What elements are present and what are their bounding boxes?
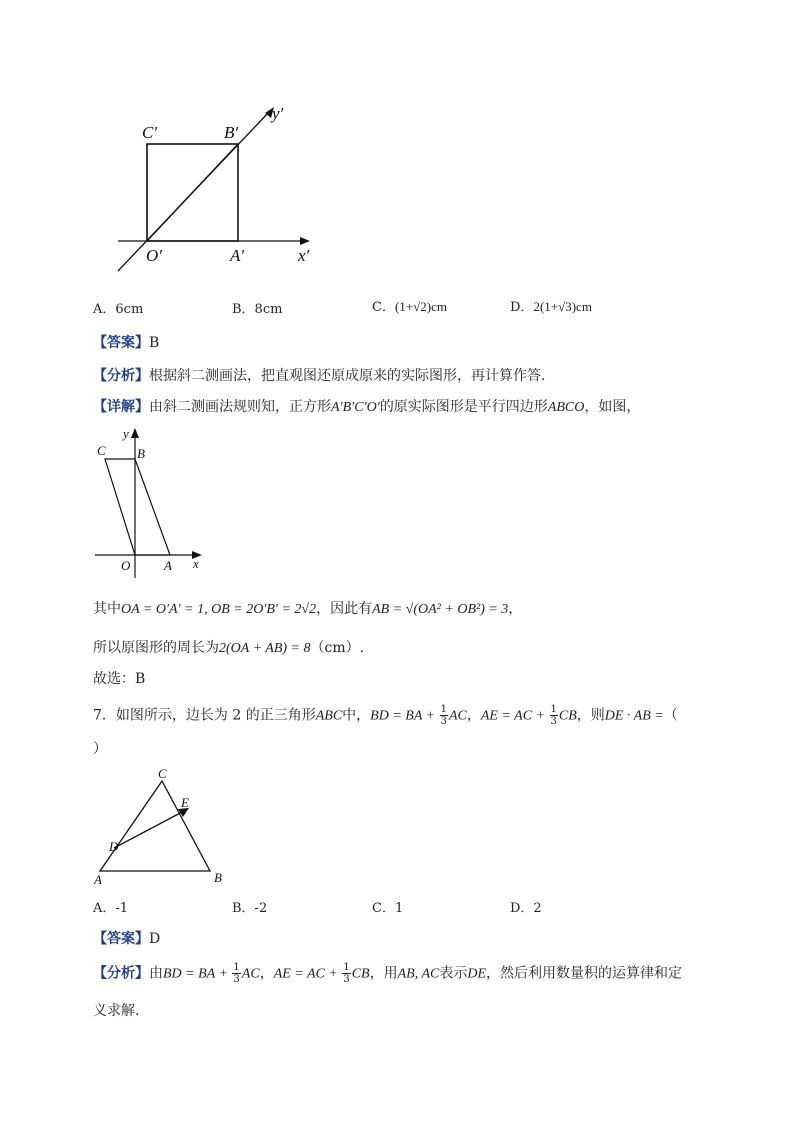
perimeter-math: 2(OA + AB) = 8 xyxy=(219,641,311,656)
label-a: A xyxy=(94,872,102,887)
q7-frac-2 xyxy=(550,704,558,727)
answer-line xyxy=(93,332,159,352)
frac-den: 3 xyxy=(233,974,240,985)
perimeter-text-1: 所以原图形的周长为 xyxy=(93,640,219,656)
q7-option-b: B．-2 xyxy=(232,901,268,916)
q7-analysis-frac-1 xyxy=(232,962,240,985)
label-x-prime: x′ xyxy=(298,246,310,265)
q7-stem-text-2: 中， xyxy=(342,707,371,724)
option-c-prefix: C． xyxy=(372,300,395,315)
q7-comma: ， xyxy=(466,707,481,724)
option-a: A．6cm xyxy=(93,302,144,317)
q7-analysis-bd: BD = BA + xyxy=(163,966,232,982)
detail-text-1: 由斜二测画法规则知，正方形 xyxy=(149,399,331,415)
detail-line xyxy=(93,396,640,416)
q7-vec-cb: CB xyxy=(558,708,577,724)
detail-square-name: A′B′C′O′ xyxy=(331,400,380,415)
where-math-1: OA = O′A′ = 1, OB = 2O′B′ = 2√2 xyxy=(121,602,317,617)
frac-num: 1 xyxy=(550,704,557,715)
label-y-prime: y′ xyxy=(272,104,284,123)
figure-parallelogram xyxy=(90,422,210,582)
q7-triangle-name: ABC xyxy=(315,708,343,724)
q7-analysis-de: DE xyxy=(467,966,487,982)
q7-option-d: D．2 xyxy=(510,901,542,916)
answer-tag: 【答案】 xyxy=(93,335,149,351)
q7-analysis-tag: 【分析】 xyxy=(93,965,149,982)
frac-den: 3 xyxy=(440,716,447,727)
q7-analysis-line-2: 义求解. xyxy=(93,1003,140,1019)
q7-analysis-cb: CB xyxy=(351,966,370,982)
q7-dot-product: DE · AB = xyxy=(604,708,664,724)
choose-line: 故选：B xyxy=(93,671,146,687)
option-d xyxy=(510,296,592,315)
q7-analysis-frac-2 xyxy=(342,962,350,985)
q7-then: ，则 xyxy=(576,707,605,724)
label-c-prime: C′ xyxy=(142,123,158,142)
q7-analysis-text-2: ，用 xyxy=(369,965,398,982)
detail-tag: 【详解】 xyxy=(93,399,149,415)
label-x: x xyxy=(193,556,199,571)
q7-frac-1 xyxy=(440,704,448,727)
q7-vec-ac: AC xyxy=(448,708,467,724)
q7-analysis-ab-ac: AB, AC xyxy=(397,966,440,982)
q7-analysis-text-3: 表示 xyxy=(439,965,468,982)
label-b: B xyxy=(214,870,222,885)
label-e: E xyxy=(181,795,189,810)
figure-triangle xyxy=(90,764,230,889)
q7-bd-eq: BD = BA + xyxy=(370,708,439,724)
q7-analysis-line xyxy=(93,962,682,985)
where-line xyxy=(93,598,522,618)
q7-analysis-text-4: ，然后利用数量积的运算律和定 xyxy=(486,965,683,982)
q7-answer-line xyxy=(93,928,160,948)
q7-analysis-ac: AC xyxy=(241,966,260,982)
frac-num: 1 xyxy=(440,704,447,715)
label-c: C xyxy=(97,443,106,458)
label-o-prime: O′ xyxy=(146,246,162,265)
label-d: D xyxy=(109,839,119,854)
q7-answer-value: D xyxy=(149,931,161,947)
detail-text-2: 的原实际图形是平行四边形 xyxy=(379,399,548,415)
option-d-prefix: D． xyxy=(510,300,534,315)
where-math-2: AB = √(OA² + OB²) = 3 xyxy=(372,602,509,617)
frac-den: 3 xyxy=(550,716,557,727)
figure-oblique-square xyxy=(100,95,330,275)
label-o: O xyxy=(121,558,131,573)
frac-den: 3 xyxy=(343,974,350,985)
detail-parallelogram-name: ABCO xyxy=(547,400,585,415)
label-b: B xyxy=(137,446,145,461)
q7-analysis-text-1: 由 xyxy=(149,965,163,982)
analysis-line xyxy=(93,365,545,385)
where-text-2: ，因此有 xyxy=(316,601,373,617)
q7-analysis-ae: AE = AC + xyxy=(273,966,342,982)
label-y: y xyxy=(123,426,129,441)
label-a-prime: A′ xyxy=(230,246,245,265)
q7-stem xyxy=(93,704,678,727)
q7-answer-tag: 【答案】 xyxy=(93,931,149,947)
analysis-tag: 【分析】 xyxy=(93,368,149,384)
analysis-text: 根据斜二测画法，把直观图还原成原来的实际图形，再计算作答. xyxy=(149,368,546,384)
label-b-prime: B′ xyxy=(224,123,239,142)
q7-paren-close-line: ） xyxy=(93,741,107,757)
perimeter-line xyxy=(93,637,364,657)
answer-value: B xyxy=(149,335,160,351)
option-c xyxy=(372,296,447,315)
option-d-expr: 2(1+√3)cm xyxy=(533,299,592,314)
q7-ae-eq: AE = AC + xyxy=(480,708,549,724)
where-text-3: ， xyxy=(508,601,523,617)
perimeter-text-2: （cm）. xyxy=(310,640,365,656)
frac-num: 1 xyxy=(233,962,240,973)
q7-option-c: C．1 xyxy=(372,901,404,916)
q7-option-a: A．-1 xyxy=(93,901,129,916)
label-a: A xyxy=(164,558,172,573)
q7-analysis-comma: ， xyxy=(259,965,274,982)
where-text-1: 其中 xyxy=(93,601,121,617)
option-b: B．8cm xyxy=(232,302,283,317)
detail-text-3: ，如图， xyxy=(584,399,641,415)
q7-stem-text-1: 7．如图所示，边长为 2 的正三角形 xyxy=(93,707,316,724)
q7-paren-open: （ xyxy=(663,707,678,724)
label-c: C xyxy=(158,766,167,781)
option-c-expr: (1+√2)cm xyxy=(394,299,447,314)
frac-num: 1 xyxy=(343,962,350,973)
